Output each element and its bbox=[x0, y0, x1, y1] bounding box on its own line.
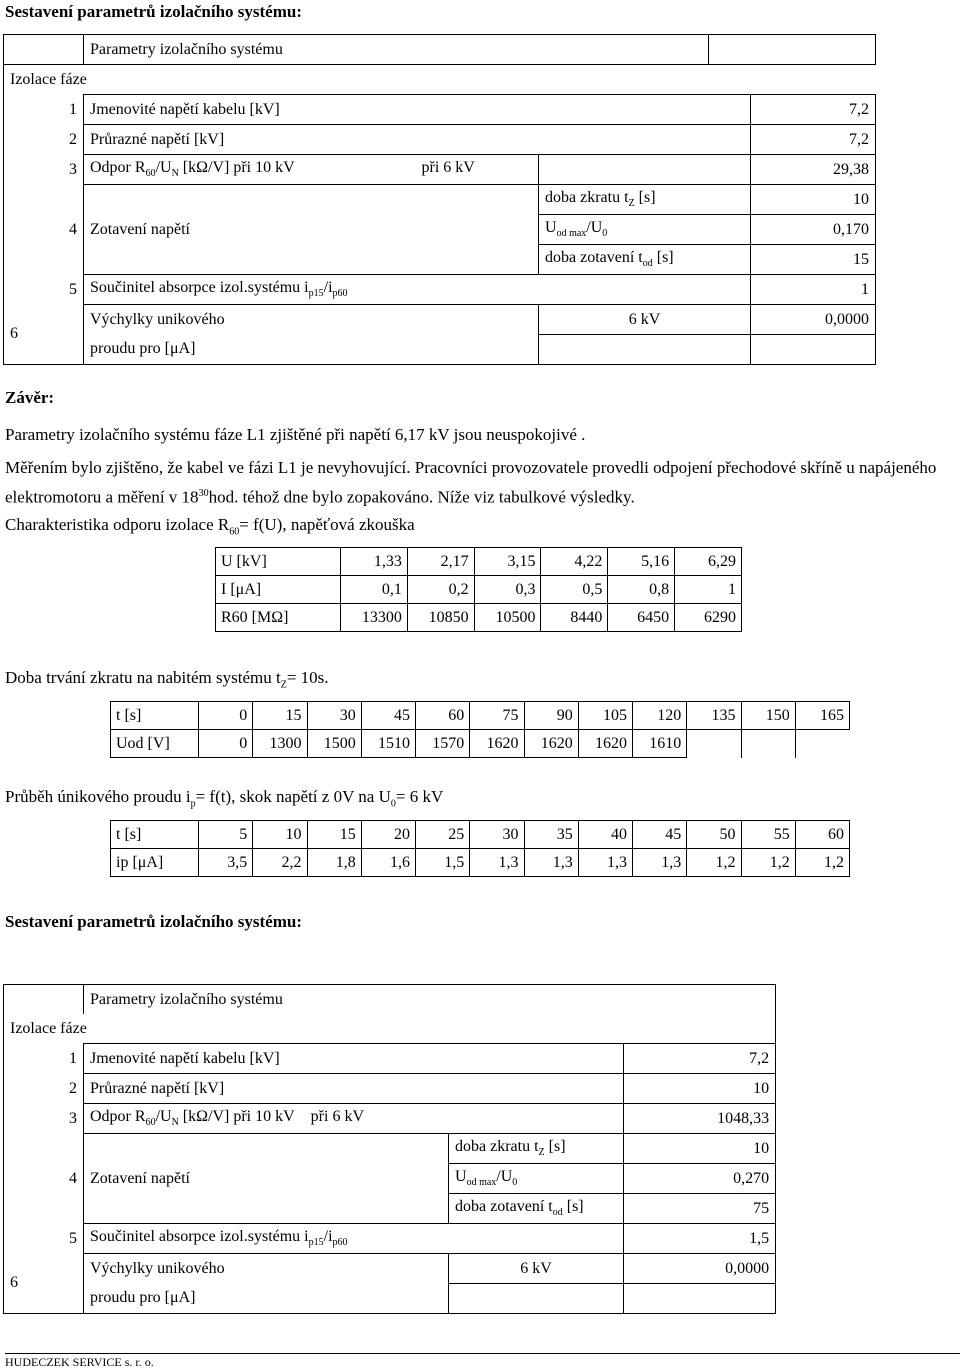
row-label: Zotavení napětí bbox=[84, 1164, 449, 1194]
table-cell: 45 bbox=[361, 702, 415, 730]
conclusion-text: Parametry izolačního systému fáze L1 zjištěné při napětí 6,17 kV jsou neuspokojivé . bbox=[5, 425, 586, 444]
row-header: ip [μA] bbox=[111, 849, 199, 877]
row-number: 6 bbox=[4, 305, 84, 365]
table-cell: 1570 bbox=[416, 730, 470, 758]
table-cell: 3,5 bbox=[199, 849, 253, 877]
section-heading: Sestavení parametrů izolačního systému: bbox=[5, 912, 303, 931]
table-cell: 1,3 bbox=[524, 849, 578, 877]
row-header: t [s] bbox=[111, 821, 199, 849]
table-cell: 10 bbox=[253, 821, 307, 849]
recovery-caption: Doba trvání zkratu na nabitém systému $t_Z= 10s$. bbox=[5, 668, 329, 691]
table-cell: 15 bbox=[253, 702, 307, 730]
table-cell: 50 bbox=[687, 821, 741, 849]
table-cell bbox=[795, 730, 849, 758]
conclusion-heading: Závěr: bbox=[5, 388, 55, 407]
phase-label: Izolace fáze bbox=[4, 1014, 776, 1044]
table-cell: 20 bbox=[361, 821, 415, 849]
table-title: Parametry izolačního systému bbox=[84, 985, 776, 1015]
table-cell: 0 bbox=[199, 730, 253, 758]
resistance-caption: Charakteristika odporu izolace $R_{60}= f(U)$, napěťová zkouška bbox=[5, 515, 415, 538]
table-cell: 6450 bbox=[608, 604, 675, 632]
row-header: U [kV] bbox=[216, 548, 341, 576]
table-cell: 8440 bbox=[541, 604, 608, 632]
table-cell: 1620 bbox=[470, 730, 524, 758]
row-value: 0,270 bbox=[624, 1164, 776, 1194]
table-row bbox=[111, 702, 850, 730]
voltage-label: 6 kV bbox=[539, 305, 751, 335]
row-label: Jmenovité napětí kabelu [kV] bbox=[84, 95, 751, 125]
table-cell: 10850 bbox=[407, 604, 474, 632]
row-label: Výchylky unikového bbox=[84, 1254, 449, 1284]
table-cell: 120 bbox=[633, 702, 687, 730]
table-cell: 0,5 bbox=[541, 576, 608, 604]
row-value: 0,0000 bbox=[751, 305, 876, 335]
row-value: 10 bbox=[751, 185, 876, 215]
table-cell: 1,6 bbox=[361, 849, 415, 877]
row-label: Součinitel absorpce izol.systému $i_{p15}/i_{p60}$ bbox=[84, 1224, 624, 1254]
sub-label: doba zotavení $t_{od}$ [s] bbox=[449, 1194, 624, 1224]
table-cell: 1,5 bbox=[416, 849, 470, 877]
row-header: Uod [V] bbox=[111, 730, 199, 758]
table-row bbox=[216, 576, 742, 604]
sub-label: doba zkratu $t_Z$ [s] bbox=[449, 1134, 624, 1164]
row-number: 4 bbox=[4, 1164, 84, 1194]
table-cell: 55 bbox=[741, 821, 795, 849]
footer-company: HUDECZEK SERVICE s. r. o. bbox=[5, 1355, 154, 1369]
table-cell: 1,2 bbox=[687, 849, 741, 877]
row-label: Průrazné napětí [kV] bbox=[84, 125, 751, 155]
row-number: 5 bbox=[4, 275, 84, 305]
table-cell: 1500 bbox=[307, 730, 361, 758]
row-number: 5 bbox=[4, 1224, 84, 1254]
footer-divider bbox=[5, 1353, 960, 1354]
leakage-table bbox=[110, 820, 850, 877]
table-cell: 1,2 bbox=[741, 849, 795, 877]
table-cell: 75 bbox=[470, 702, 524, 730]
table-cell: 30 bbox=[307, 702, 361, 730]
table-cell: 6290 bbox=[675, 604, 742, 632]
table-cell: 2,2 bbox=[253, 849, 307, 877]
table-cell: 30 bbox=[470, 821, 524, 849]
row-value: 0,170 bbox=[751, 215, 876, 245]
sub-label: doba zkratu $t_Z$ [s] bbox=[539, 185, 751, 215]
row-label: Zotavení napětí bbox=[84, 215, 539, 245]
row-number: 2 bbox=[4, 125, 84, 155]
row-header: t [s] bbox=[111, 702, 199, 730]
voltage-label: 6 kV bbox=[449, 1254, 624, 1284]
table-cell: 60 bbox=[416, 702, 470, 730]
row-value: 75 bbox=[624, 1194, 776, 1224]
table-cell: 165 bbox=[795, 702, 849, 730]
table-cell bbox=[741, 730, 795, 758]
table-cell: 1,33 bbox=[341, 548, 408, 576]
row-value: 10 bbox=[624, 1134, 776, 1164]
table-cell bbox=[687, 730, 741, 758]
table-cell: 6,29 bbox=[675, 548, 742, 576]
table-cell: 0,8 bbox=[608, 576, 675, 604]
table-row bbox=[111, 730, 850, 758]
leakage-caption: Průběh únikového proudu $i_p= f(t)$, skok napětí z 0V na $U_0= 6$ kV bbox=[5, 787, 444, 810]
table-row bbox=[111, 849, 850, 877]
row-value: 15 bbox=[751, 245, 876, 275]
table-cell: 1,3 bbox=[633, 849, 687, 877]
row-value: 1 bbox=[751, 275, 876, 305]
row-label: Odpor $R_{60}/U_N$ [kΩ/V] při 10 kV při 6 kV bbox=[84, 1104, 624, 1134]
table-cell: 1,3 bbox=[470, 849, 524, 877]
phase-label: Izolace fáze bbox=[4, 65, 876, 95]
parameters-table bbox=[3, 984, 776, 1314]
table-cell: 1,3 bbox=[578, 849, 632, 877]
row-number: 6 bbox=[4, 1254, 84, 1314]
table-cell: 1 bbox=[675, 576, 742, 604]
table-cell: 1,2 bbox=[795, 849, 849, 877]
table-cell: 2,17 bbox=[407, 548, 474, 576]
row-value: 7,2 bbox=[751, 95, 876, 125]
row-header: R60 [MΩ] bbox=[216, 604, 341, 632]
table-cell: 135 bbox=[687, 702, 741, 730]
row-value: 1048,33 bbox=[624, 1104, 776, 1134]
row-number: 2 bbox=[4, 1074, 84, 1104]
table-cell: 90 bbox=[524, 702, 578, 730]
table-row bbox=[111, 821, 850, 849]
table-cell: 150 bbox=[741, 702, 795, 730]
table-cell: 4,22 bbox=[541, 548, 608, 576]
sub-label: doba zotavení $t_{od}$ [s] bbox=[539, 245, 751, 275]
table-cell: 5 bbox=[199, 821, 253, 849]
table-cell: 1510 bbox=[361, 730, 415, 758]
row-number: 4 bbox=[4, 215, 84, 245]
row-value: 7,2 bbox=[751, 125, 876, 155]
row-label: Jmenovité napětí kabelu [kV] bbox=[84, 1044, 624, 1074]
row-number: 3 bbox=[4, 1104, 84, 1134]
table-cell: 15 bbox=[307, 821, 361, 849]
row-label: Odpor $R_{60}/U_N$ [kΩ/V] při 10 kV při 6 kV bbox=[84, 155, 539, 185]
row-value: 7,2 bbox=[624, 1044, 776, 1074]
row-value: 10 bbox=[624, 1074, 776, 1104]
row-value: 0,0000 bbox=[624, 1254, 776, 1284]
row-label: Součinitel absorpce izol.systému $i_{p15}/i_{p60}$ bbox=[84, 275, 751, 305]
sub-label: $U_{od max}/U_0$ bbox=[539, 215, 751, 245]
table-row bbox=[216, 604, 742, 632]
table-title: Parametry izolačního systému bbox=[84, 35, 709, 65]
parameters-table bbox=[3, 34, 876, 365]
table-cell: 25 bbox=[416, 821, 470, 849]
table-cell: 0,3 bbox=[474, 576, 541, 604]
table-cell: 60 bbox=[795, 821, 849, 849]
table-cell: 1610 bbox=[633, 730, 687, 758]
table-cell: 5,16 bbox=[608, 548, 675, 576]
row-number: 1 bbox=[4, 95, 84, 125]
table-cell: 10500 bbox=[474, 604, 541, 632]
row-value: 29,38 bbox=[751, 155, 876, 185]
table-cell: 3,15 bbox=[474, 548, 541, 576]
table-cell: 35 bbox=[524, 821, 578, 849]
section-heading: Sestavení parametrů izolačního systému: bbox=[5, 2, 303, 21]
table-cell: 105 bbox=[578, 702, 632, 730]
table-cell: 1620 bbox=[578, 730, 632, 758]
table-cell: 40 bbox=[578, 821, 632, 849]
table-row bbox=[216, 548, 742, 576]
recovery-table bbox=[110, 701, 850, 758]
row-number: 1 bbox=[4, 1044, 84, 1074]
table-cell: 0,2 bbox=[407, 576, 474, 604]
table-cell: 1620 bbox=[524, 730, 578, 758]
row-number: 3 bbox=[4, 155, 84, 185]
table-cell: 0 bbox=[199, 702, 253, 730]
sub-label: $U_{od max}/U_0$ bbox=[449, 1164, 624, 1194]
table-cell: 1,8 bbox=[307, 849, 361, 877]
row-label: proudu pro [μA] bbox=[84, 1284, 449, 1314]
row-label: proudu pro [μA] bbox=[84, 335, 539, 365]
conclusion-text: Měřením bylo zjištěno, že kabel ve fázi L1 je nevyhovující. Pracovníci provozovatele provedli odpojení přechodové skříně u napájeného elektromotoru a měření v $18^{30}hod$. téhož dne bylo zopakováno. Níže viz tabulkové výsledky. bbox=[5, 458, 937, 507]
table-cell: 13300 bbox=[341, 604, 408, 632]
table-cell: 1300 bbox=[253, 730, 307, 758]
row-label: Průrazné napětí [kV] bbox=[84, 1074, 624, 1104]
row-header: I [μA] bbox=[216, 576, 341, 604]
row-label: Výchylky unikového bbox=[84, 305, 539, 335]
resistance-table bbox=[215, 547, 742, 632]
table-cell: 45 bbox=[633, 821, 687, 849]
row-value: 1,5 bbox=[624, 1224, 776, 1254]
table-cell: 0,1 bbox=[341, 576, 408, 604]
